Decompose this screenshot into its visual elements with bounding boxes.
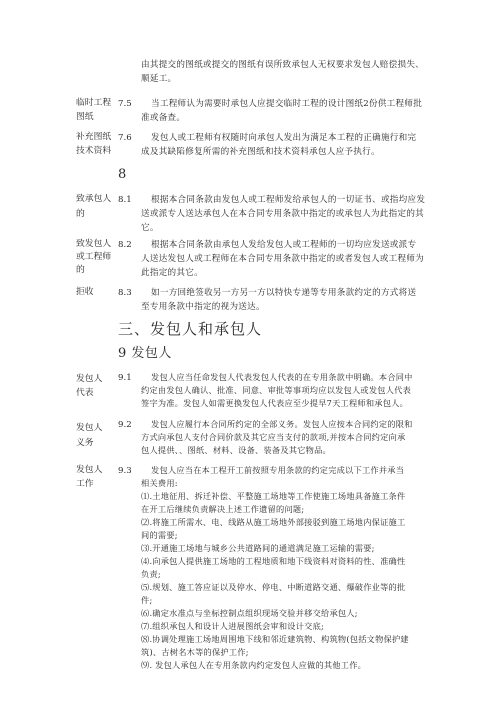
clause-9-3-label-1: 发包人 [76,465,103,475]
clause-8-2-label-2: 或工程师 [76,252,112,262]
clause-9-2-label-1: 发包人 [76,423,103,433]
section-8-heading: 8 [118,167,127,182]
clause-9-3-item-line: ⑺.组织承包人和设计人进展图纸会审和设计交底; [141,621,325,631]
clause-8-3-line-2: 至专用条款中指定的视为送达。 [141,302,265,312]
clause-8-1-number: 8.1 [118,195,132,205]
clause-8-1-label-2: 的 [76,209,85,219]
clause-8-3-label-1: 拒收 [76,287,94,297]
clause-9-1-label-2: 代表 [76,388,94,398]
clause-9-1-label-1: 发包人 [76,374,103,384]
clause-8-2-line-3: 此指定的其它。 [141,268,203,278]
clause-9-3-item-line: 筑)、古树名木等的保护工作; [141,647,249,657]
clause-9-3-item-line: 在开工后继续负责解决上述工作遗留的问题; [141,504,305,514]
clause-9-3-item-line: 间的需要; [141,530,178,540]
clause-7-6-line-2: 成及其缺陷修复所需的补充图纸和技术资料承包人应予执行。 [141,147,380,157]
clause-9-2-line-3: 包人提供、、图纸、材料、设备、装备及其它物品。 [141,445,331,455]
clause-7-6-label-2: 技术资料 [76,146,112,156]
clause-8-2-label-3: 的 [76,265,85,275]
clause-8-3-line-1: 如一方回绝签收另一方另一方以特快专递等专用条款约定的方式将送 [151,288,417,298]
clause-9-1-line-3: 签字为准。发包人如需更换发包人代表应至少提早7天工程师和承包人。 [141,398,409,408]
clause-9-3-item-line: ⑷.向承包人提供施工场地的工程地质和地下线资料对资料的性、准确性 [141,556,406,566]
clause-9-1-line-1: 发包人应当任命发包人代表发包人代表的在专用条款中明确。本合同中 [151,372,413,382]
clause-7-5-label-2: 图纸 [76,112,94,122]
part-3-heading: 三、发包人和承包人 [118,320,263,338]
clause-8-1-line-1: 根据本合同条款由发包人或工程师发给承包人的一切证书、或指均应发 [151,195,426,205]
section-9-heading: 9 发包人 [118,346,172,361]
clause-7-6-label-1: 补充图纸 [76,132,112,142]
clause-9-3-number: 9.3 [118,466,132,476]
clause-9-2-line-2: 方式向承包人支付合同价款及其它应当支付的款项,并按本合同约定向承 [141,432,406,442]
clause-9-3-item-line: ⑵.将施工所需水、电、线路从施工场地外部接驳到施工场地内保证施工 [141,517,406,527]
clause-8-2-label-1: 致发包人 [76,239,112,249]
clause-9-3-item-line: ⑹.确定水准点与坐标控制点组织现场交验并移交给承包人; [141,608,358,618]
clause-8-2-line-2: 人送达发包人或工程师在本合同专用条款中指定的或者发包人或工程师为 [141,254,425,264]
clause-9-3-item-line: ⑸.规划、施工答应证以及停水、停电、中断道路交通、爆破作业等的批 [141,582,406,592]
clause-9-3-item-line: 负责; [141,569,161,579]
clause-7-5-label-1: 临时工程 [76,98,112,108]
clause-7-5-number: 7.5 [118,99,132,109]
top-para-line-2: 顺延工。 [141,74,177,84]
clause-9-1-line-2: 约定由发包人确认、批准、同意、审批等事项均应以发包人或发包人代表 [141,385,412,395]
clause-9-1-number: 9.1 [118,373,132,383]
top-para-line-1: 由其提交的图纸或提交的图纸有误所致承包人无权要求发包人赔偿损失、 [141,60,425,70]
clause-9-3-label-2: 工作 [76,479,94,489]
clause-7-6-number: 7.6 [118,133,132,143]
clause-8-3-number: 8.3 [118,288,132,298]
clause-9-2-label-2: 义务 [76,438,94,448]
clause-8-1-line-2: 送或派专人送达承包人在本合同专用条款中指定的或承包人为此指定的其 [141,209,425,219]
clause-9-3-item-line: ⑶.开通施工场地与城乡公共道路间的通道满足施工运输的需要; [141,543,375,553]
clause-9-2-number: 9.2 [118,420,132,430]
clause-8-2-line-1: 根据本合同条款由承包人发给发包人或工程师的一切均应发送或派专 [151,240,417,250]
clause-9-3-line-2: 相关费用: [141,478,178,488]
clause-8-1-line-3: 它。 [141,223,159,233]
clause-9-3-item-line: ⑴.土地征用、拆迁补偿、平整施工场地等工作使施工场地具备施工条件 [141,491,406,501]
clause-9-3-item-line: 件; [141,595,153,605]
clause-7-5-line-2: 准或备查。 [141,113,186,123]
clause-9-3-item-line: ⑻.协调处理施工场地周围地下线和邻近建筑物、构筑物(包括文物保护建 [141,634,409,644]
clause-9-2-line-1: 发包人应履行本合同所约定的全部义务。发包人应按本合同约定的限和 [151,419,413,429]
clause-8-2-number: 8.2 [118,240,132,250]
clause-7-6-line-1: 发包人或工程师有权随时向承包人发出为满足本工程的正确施行和完 [151,133,417,143]
clause-8-1-label-1: 致承包人 [76,194,112,204]
clause-9-3-line-1: 发包人应当在本工程开工前按照专用条款的约定完成以下工作并承当 [151,465,405,475]
clause-7-5-line-1: 当工程师认为需要时承包人应提交临时工程的设计图纸2份供工程师批 [151,99,423,109]
clause-9-3-item-line: ⑼. 发包人承包人在专用条款内约定发包人应做的其他工作。 [141,660,367,670]
